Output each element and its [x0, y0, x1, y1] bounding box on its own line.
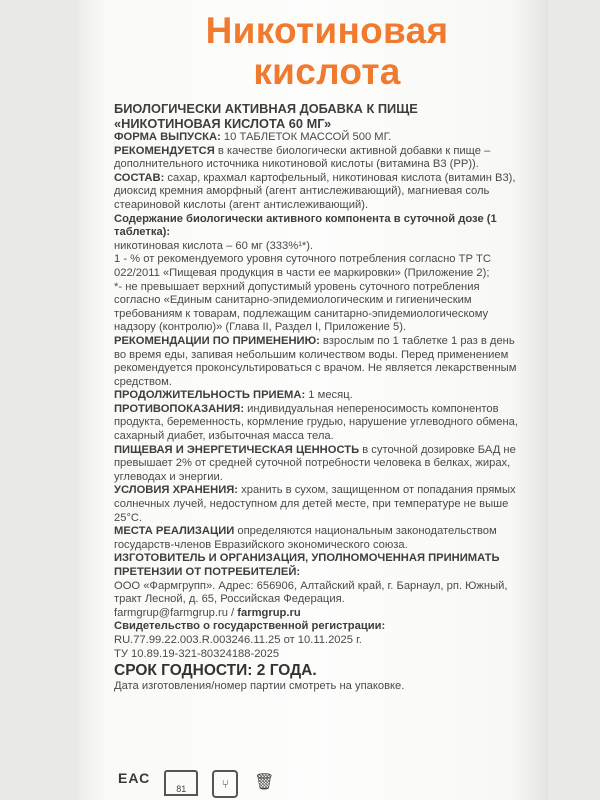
content-value: никотиновая кислота – 60 мг (333%¹*). — [114, 239, 314, 252]
form-text: 10 ТАБЛЕТОК МАССОЙ 500 МГ. — [220, 131, 392, 143]
product-name-2: «НИКОТИНОВАЯ КИСЛОТА 60 МГ» — [114, 116, 332, 131]
marking-icons — [118, 770, 478, 800]
product-title — [162, 10, 492, 92]
composition-text: сахар, крахмал картофельный, никотиновая кислота (витамин В3), диоксид кремния аморфный (агент антислеживающий), магниевая соль стеариновой кислоты (агент антислеживающий). — [114, 171, 516, 211]
duration-section — [114, 389, 524, 403]
registration-tu: ТУ 10.89.19-321-80324188-2025 — [114, 647, 280, 660]
contraindications-section — [114, 403, 524, 444]
registration-number: RU.77.99.22.003.R.003246.11.25 от 10.11.2025 г. — [114, 633, 362, 646]
manufacturer-label: ИЗГОТОВИТЕЛЬ И ОРГАНИЗАЦИЯ, УПОЛНОМОЧЕННАЯ ПРИНИМАТЬ ПРЕТЕНЗИИ ОТ ПОТРЕБИТЕЛЕЙ: — [114, 552, 500, 578]
title-line-1: Никотиновая — [205, 10, 449, 51]
form-section — [114, 131, 524, 145]
manufacturer-contacts — [114, 607, 524, 621]
recommended-section — [114, 145, 524, 172]
sachet — [78, 0, 548, 800]
date-note: Дата изготовления/номер партии смотреть на упаковке. — [114, 680, 405, 693]
composition-label: СОСТАВ: — [114, 171, 165, 184]
usage-label: РЕКОМЕНДАЦИИ ПО ПРИМЕНЕНИЮ: — [114, 334, 320, 347]
food-safe-icon: ⑂ — [212, 770, 238, 798]
content-label: Содержание биологически активного компонента в суточной дозе (1 таблетка): — [114, 212, 497, 239]
storage-text: хранить в сухом, защищенном от попадания прямых солнечных лучей, недоступном для детей месте, при температуре не выше 25°С. — [114, 484, 516, 524]
content-note-2: *- не превышает верхний допустимый уровень суточного потребления согласно «Единым санитарно-эпидемиологическим и гигиеническим требованиям к товарам, подлежащим санитарно-эпидемиологическому надзору (контролю)» (Глава II, Раздел I, Приложение 5). — [114, 280, 489, 334]
sale-text: определяются национальным законодательством государств-членов Евразийского экономического союза. — [114, 525, 497, 551]
storage-section — [114, 484, 524, 525]
eac-mark-icon: ЕАС — [118, 770, 151, 786]
sale-section — [114, 525, 524, 552]
recommended-text: в качестве биологически активной добавки к пище – дополнительного источника никотиновой кислоты (витамина В3 (PP)). — [114, 144, 491, 171]
manufacturer-address: ООО «Фармгрупп». Адрес: 656906, Алтайский край, г. Барнаул, рп. Южный, тракт Лесной, д. 65, Российская Федерация. — [114, 579, 508, 606]
duration-label: ПРОДОЛЖИТЕЛЬНОСТЬ ПРИЕМА: — [114, 389, 306, 402]
site-link: farmgrup.ru — [237, 606, 301, 619]
recommended-label: РЕКОМЕНДУЕТСЯ — [114, 144, 215, 157]
contraindications-label: ПРОТИВОПОКАЗАНИЯ: — [114, 402, 245, 415]
contraindications-text: индивидуальная непереносимость компонентов продукта, беременность, кормление грудью, нарушение углеводного обмена, сахарный диабет, избыточная масса тела. — [114, 402, 518, 443]
usage-section — [114, 335, 524, 389]
content-note-1: 1 - % от рекомендуемого уровня суточного потребления согласно ТР ТС 022/2011 «Пищевая продукция в части ее маркировки» (Приложение 2); — [114, 253, 491, 279]
contact-separator: / — [227, 606, 238, 619]
sale-label: МЕСТА РЕАЛИЗАЦИИ — [114, 525, 235, 538]
usage-text: взрослым по 1 таблетке 1 раз в день во время еды, запивая небольшим количеством воды. Перед применением рекомендуется проконсультироваться с врачом. Не является лекарственным средством. — [114, 334, 517, 388]
nutrition-label: ПИЩЕВАЯ И ЭНЕРГЕТИЧЕСКАЯ ЦЕННОСТЬ — [114, 443, 360, 456]
shelf-life: СРОК ГОДНОСТИ: 2 ГОДА. — [114, 662, 317, 680]
form-label: ФОРМА ВЫПУСКА: — [114, 131, 221, 143]
storage-label: УСЛОВИЯ ХРАНЕНИЯ: — [114, 484, 239, 497]
label-text — [114, 101, 524, 694]
nutrition-section — [114, 444, 524, 485]
nutrition-text: в суточной дозировке БАД не превышает 2% от средней суточной потребности человека в белках, жирах, углеводах и энергии. — [114, 443, 516, 483]
recycle-code: 81 — [176, 784, 187, 794]
registration-label: Свидетельство о государственной регистрации: — [114, 620, 386, 633]
composition-section — [114, 172, 524, 213]
duration-text: 1 месяц. — [305, 389, 353, 402]
bin-icon: 🗑 — [254, 774, 275, 791]
product-name-1: БИОЛОГИЧЕСКИ АКТИВНАЯ ДОБАВКА К ПИЩЕ — [114, 101, 418, 116]
recycle-icon — [164, 770, 198, 796]
title-line-2: кислота — [253, 51, 401, 92]
email-link: farmgrup@farmgrup.ru — [114, 606, 228, 619]
